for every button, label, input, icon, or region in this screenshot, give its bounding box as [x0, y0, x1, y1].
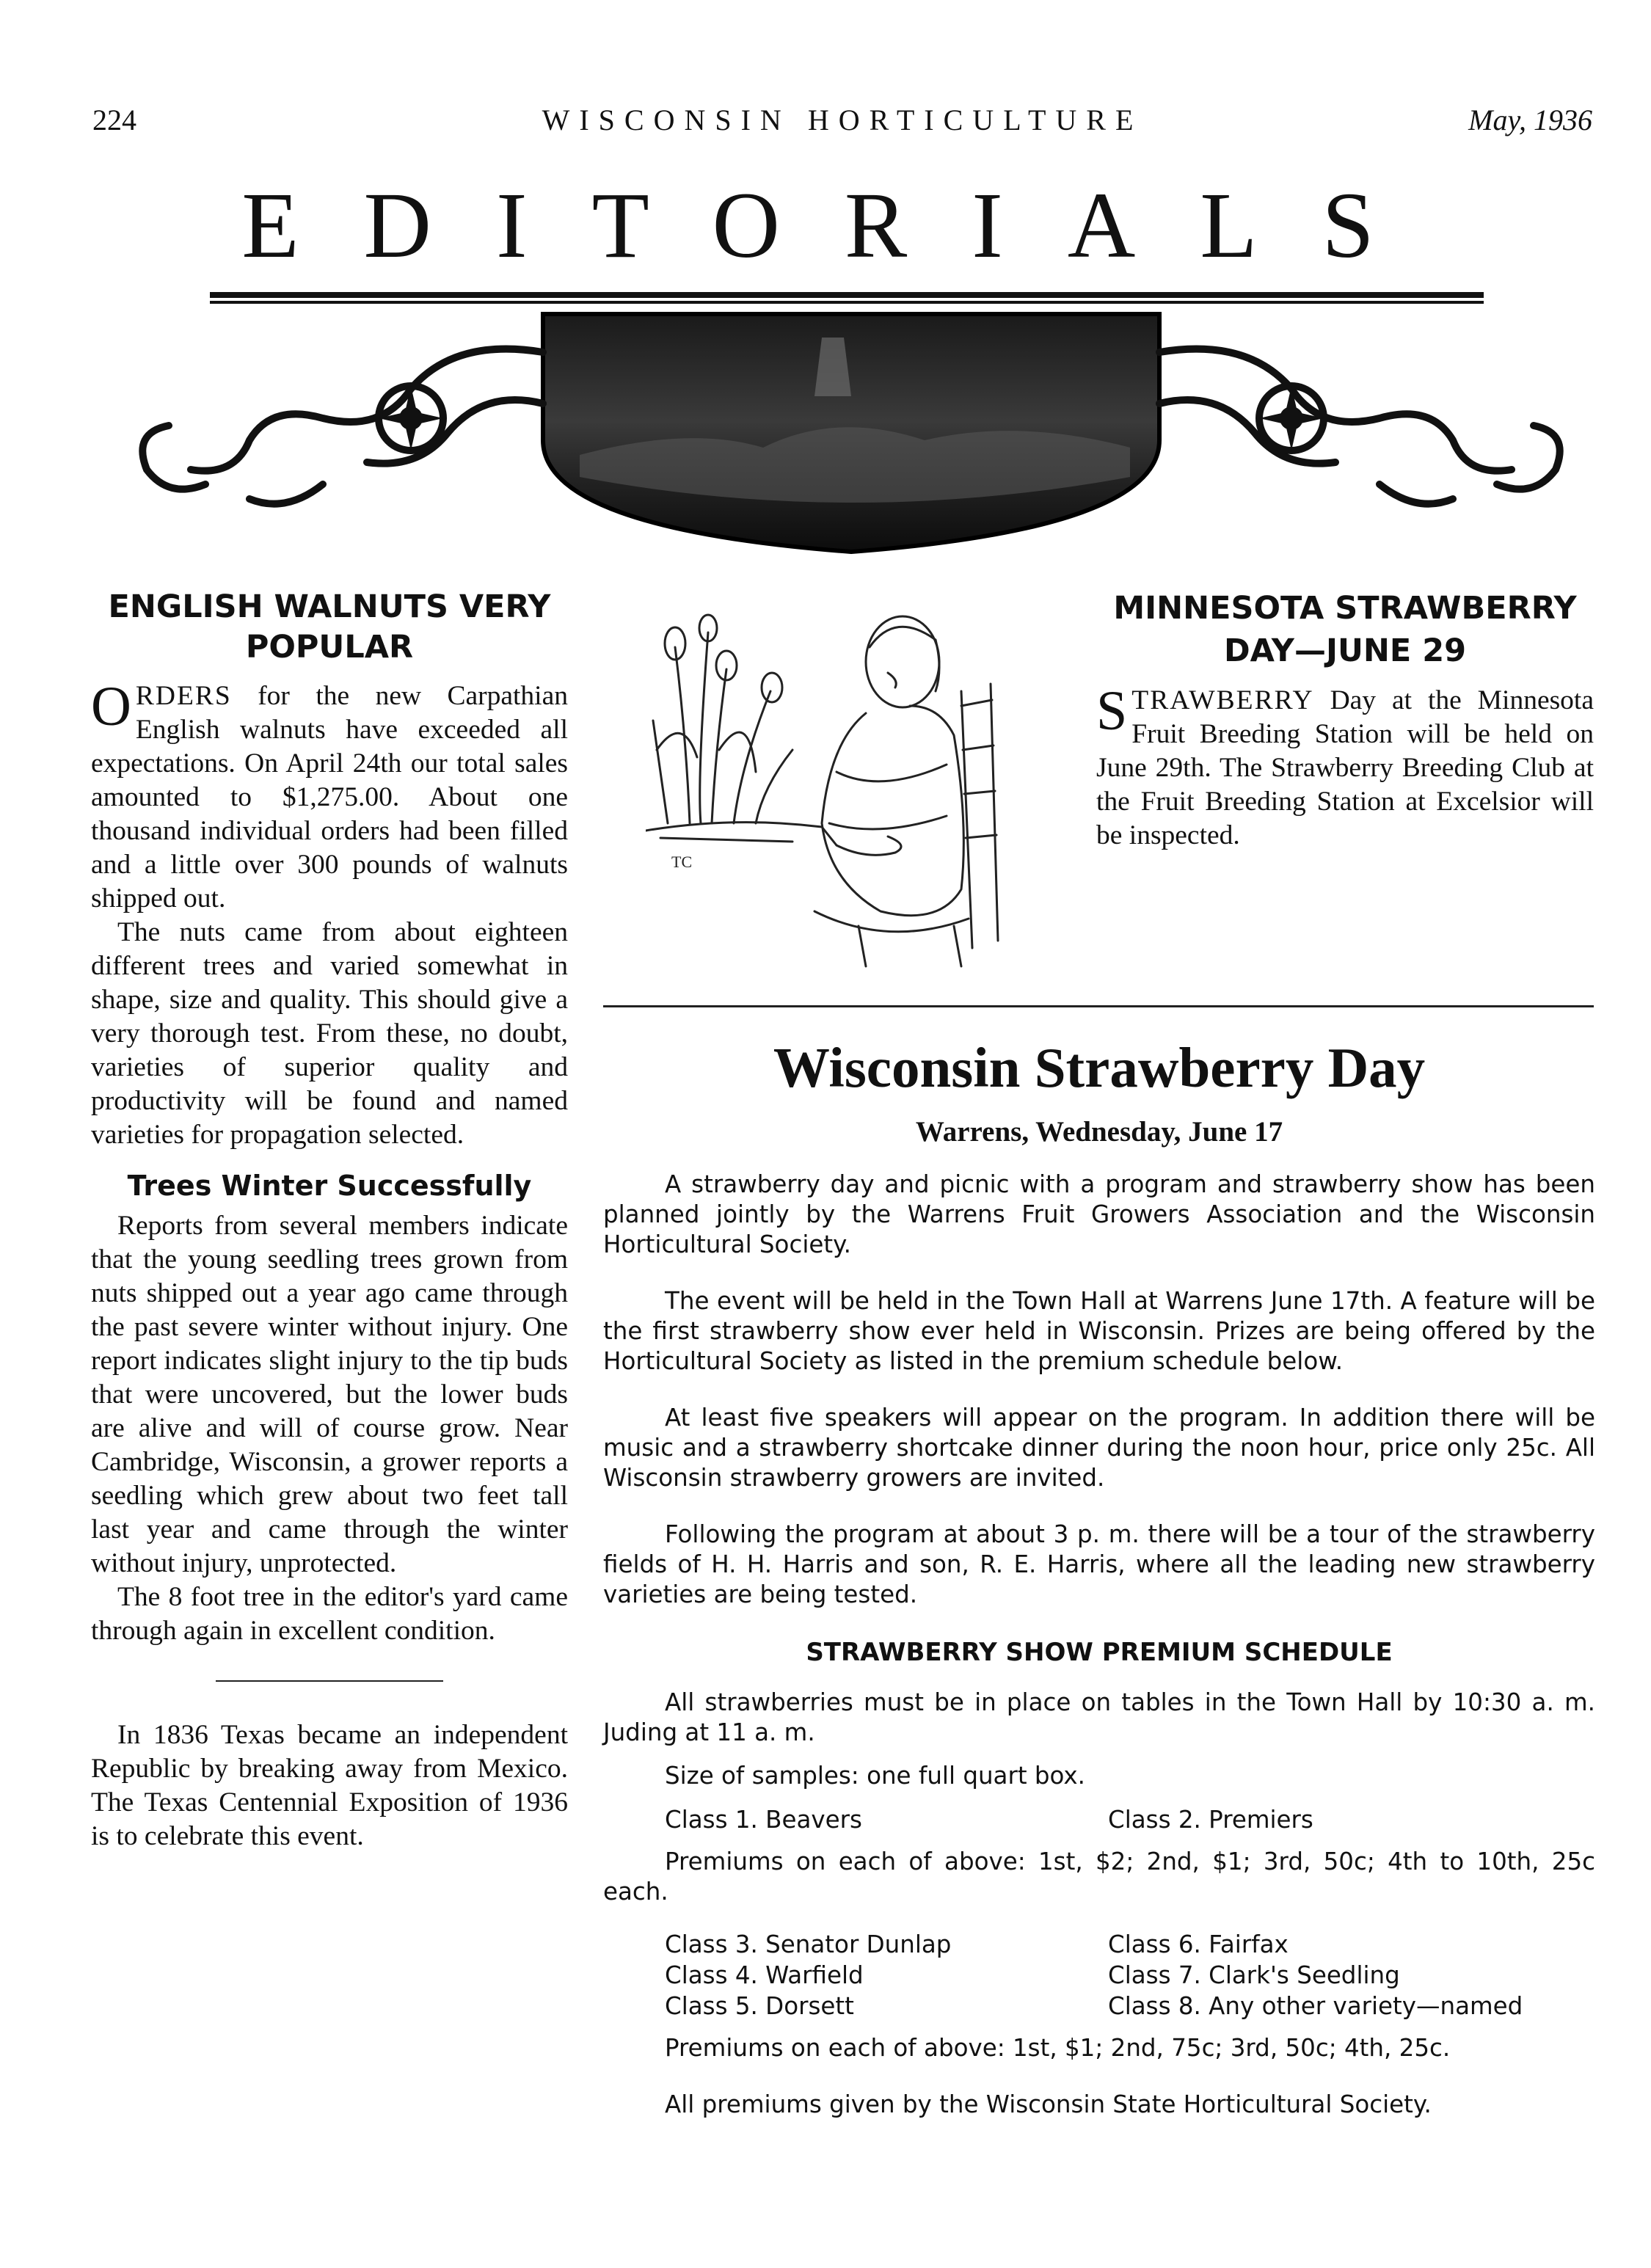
masthead-ornament — [103, 308, 1600, 558]
texas-note: In 1836 Texas became an independent Republic by breaking away from Mexico. The Texas Centennial Exposition of 1936 is to celebrate this event. — [91, 1720, 568, 1851]
article-paragraph-4: Following the program at about 3 p. m. there will be a tour of the strawberry fields of H. H. Harris and son, R. E. Harris, where all the leading new strawberry varieties are being tested. — [603, 1520, 1595, 1608]
walnuts-headline — [91, 587, 568, 668]
strawberry-day-dateline: Warrens, Wednesday, June 17 — [915, 1116, 1283, 1148]
class-row — [603, 1929, 1595, 1960]
class-3: Class 3. Senator Dunlap — [665, 1930, 952, 1958]
walnuts-headline-line-2: POPULAR — [245, 629, 414, 666]
trees-winter-subhead: Trees Winter Successfully — [127, 1170, 532, 1202]
schedule-sample-size: Size of samples: one full quart box. — [665, 1762, 1085, 1790]
masthead-rules — [210, 292, 1484, 304]
magazine-title: WISCONSIN HORTICULTURE — [542, 103, 1143, 136]
class-6: Class 6. Fairfax — [1108, 1930, 1289, 1958]
section-divider — [603, 1005, 1594, 1007]
class-row — [603, 1960, 1595, 1991]
walnuts-headline-line-1: ENGLISH WALNUTS VERY — [108, 588, 551, 625]
walnuts-paragraph-1-text: for the new Carpathian English walnuts have exceeded all expectations. On April 24th our total sales amounted to $1,275.00. About one thousand individual orders had been filled and a little over 300 pounds of walnuts shipped out. — [91, 681, 568, 914]
class-1: Class 1. Beavers — [665, 1806, 862, 1834]
minnesota-dropcap: S — [1096, 680, 1128, 742]
minnesota-headline — [1096, 587, 1594, 672]
premium-schedule-heading: STRAWBERRY SHOW PREMIUM SCHEDULE — [806, 1638, 1393, 1667]
class-row — [603, 1991, 1595, 2021]
minnesota-paragraph — [1096, 680, 1594, 853]
masthead-title: EDITORIALS — [241, 173, 1439, 277]
minnesota-lead-word: TRAWBERRY — [1131, 685, 1314, 715]
page-number: 224 — [92, 103, 136, 136]
article-paragraph-3: At least five speakers will appear on the program. In addition there will be music and a strawberry shortcake dinner during the noon hour, price only 25c. All Wisconsin strawberry growers are invited. — [603, 1404, 1595, 1492]
premiums-footer: All premiums given by the Wisconsin State Horticultural Society. — [665, 2090, 1432, 2118]
walnuts-paragraph-3: Reports from several members indicate that the young seedling trees grown from nuts shipped out a year ago came through the past severe winter without injury. One report indicates slight injury to the tip buds that were uncovered, but the lower buds are alive and will of course grow. Near Cambridge, Wisconsin, a grower reports a seedling which grew about two feet tall last year and came through the winter without injury, unprotected. — [91, 1211, 568, 1578]
left-column — [91, 587, 568, 1853]
class-group-b — [603, 1929, 1595, 2021]
strawberry-day-article — [603, 1027, 1595, 2133]
walnuts-paragraph-4: The 8 foot tree in the editor's yard came through again in excellent condition. — [91, 1582, 568, 1646]
premiums-group-b: Premiums on each of above: 1st, $1; 2nd, 75c; 3rd, 50c; 4th, 25c. — [665, 2034, 1451, 2062]
class-5: Class 5. Dorsett — [665, 1992, 854, 2020]
class-2: Class 2. Premiers — [1108, 1806, 1313, 1834]
article-paragraph-1: A strawberry day and picnic with a program and strawberry show has been planned jointly by the Warrens Fruit Growers Association and the Wisconsin Horticultural Society. — [603, 1170, 1595, 1258]
class-row — [603, 1804, 1595, 1835]
illustrator-signature: TC — [671, 853, 693, 871]
minnesota-headline-line-1: MINNESOTA STRAWBERRY — [1113, 590, 1577, 627]
class-4: Class 4. Warfield — [665, 1961, 864, 1989]
column-divider — [216, 1680, 443, 1682]
issue-date: May, 1936 — [1468, 103, 1592, 136]
walnuts-paragraph-1 — [91, 676, 568, 916]
class-7: Class 7. Clark's Seedling — [1108, 1961, 1400, 1989]
walnuts-dropcap: O — [91, 676, 131, 737]
class-group-a — [603, 1804, 1595, 1835]
minnesota-headline-line-2: DAY—JUNE 29 — [1223, 632, 1467, 669]
premiums-group-a: Premiums on each of above: 1st, $2; 2nd, $1; 3rd, 50c; 4th to 10th, 25c each. — [603, 1848, 1595, 1906]
walnuts-lead-word: RDERS — [135, 681, 232, 711]
strawberry-day-title: Wisconsin Strawberry Day — [773, 1036, 1426, 1099]
schedule-rules: All strawberries must be in place on tables in the Town Hall by 10:30 a. m. Juding at 11 a. m. — [603, 1688, 1595, 1746]
walnuts-paragraph-2: The nuts came from about eighteen different trees and varied somewhat in shape, size and quality. This should give a very thorough test. From these, no doubt, varieties of superior quality and productivity will be found and named varieties for propagation selected. — [91, 917, 568, 1150]
article-paragraph-2: The event will be held in the Town Hall at Warrens June 17th. A feature will be the first strawberry show ever held in Wisconsin. Prizes are being offered by the Horticultural Society as listed in the premium schedule below. — [603, 1287, 1595, 1375]
woman-with-flowers-illustration — [646, 603, 1027, 970]
minnesota-column — [1096, 587, 1594, 853]
class-8: Class 8. Any other variety—named — [1108, 1992, 1523, 2020]
minnesota-paragraph-text: Day at the Minnesota Fruit Breeding Station will be held on June 29th. The Strawberry Breeding Club at the Fruit Breeding Station at Excelsior will be inspected. — [1096, 685, 1594, 850]
running-head — [92, 103, 1592, 147]
